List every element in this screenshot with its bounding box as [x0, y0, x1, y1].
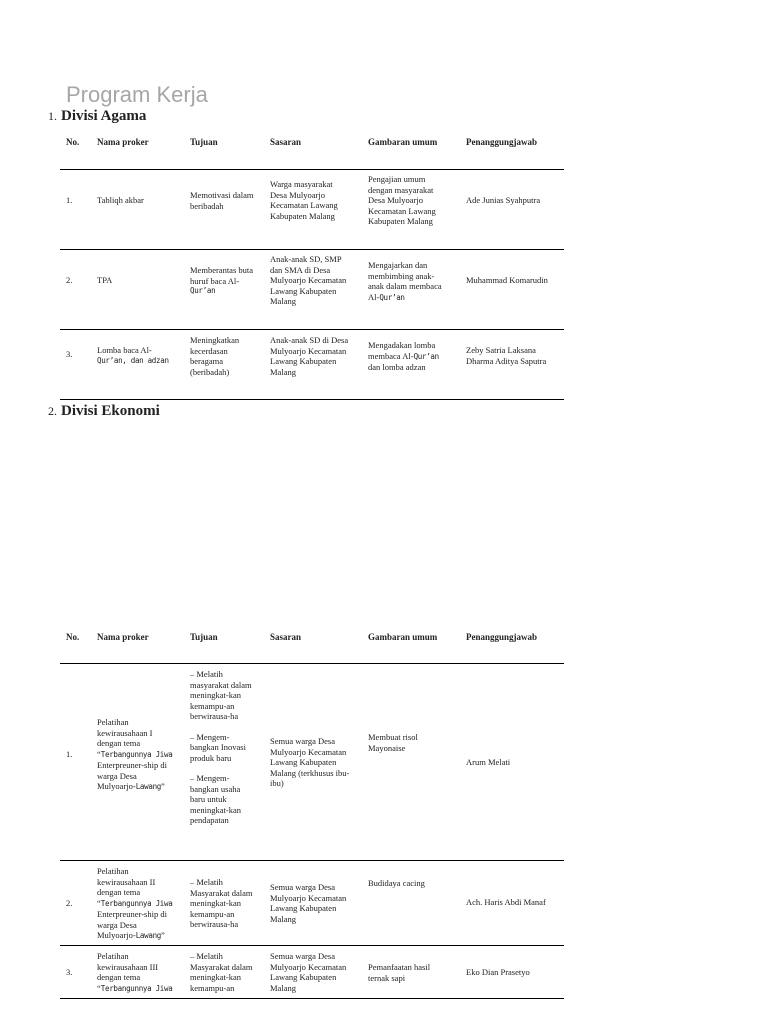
row-number: 2. [66, 898, 73, 908]
text-line [97, 749, 172, 761]
program-overview [368, 260, 442, 303]
program-name [97, 717, 172, 793]
text-line: Kecamatan Lawang [368, 205, 436, 216]
text-line: warga Desa [97, 919, 137, 930]
program-goal [190, 190, 254, 211]
text-line: kemampu-an [190, 982, 235, 993]
header-penanggungjawab: Penanggungjawab [466, 137, 538, 147]
text-line: Mulyoarjo Kecamatan [270, 892, 347, 903]
text-line: Membuat risol [368, 732, 418, 742]
text-line: meningkat-kan [190, 690, 241, 700]
text-line: Semua warga Desa [270, 951, 335, 961]
text-line: meningkat-kan [190, 804, 241, 815]
text-line: Memotivasi dalam [190, 190, 254, 200]
text-line: Mengajarkan dan [368, 260, 428, 270]
text-line: Pengajian umum [368, 174, 426, 184]
section-heading-ekonomi [48, 403, 160, 420]
text-line: meningkat-kan [190, 898, 241, 908]
text-line: Pelatihan [97, 717, 129, 727]
program-target [270, 179, 338, 221]
text-line: kewirausahaan I [97, 727, 153, 738]
text-line: Anak-anak SD di Desa [270, 335, 349, 345]
table-rule [60, 329, 564, 330]
bullet-line: – Melatih [190, 877, 223, 887]
text-line: kewirausahaan II [97, 876, 156, 887]
text-line: Masyarakat dalam [190, 961, 253, 972]
text-line [368, 292, 442, 304]
table-rule [60, 249, 564, 250]
program-target [270, 882, 346, 924]
bullet-line: – Mengem- [190, 731, 230, 742]
text-line: meningkat-kan [190, 972, 241, 982]
table-rule [60, 169, 564, 170]
text-line: Desa Mulyoarjo [368, 195, 424, 205]
row-number: 3. [66, 967, 73, 977]
text-line: Warga masyarakat [270, 179, 333, 189]
bullet-line: – Mengem- [190, 773, 230, 783]
header-no: No. [66, 137, 80, 147]
text-line: Kabupaten Malang [368, 216, 433, 226]
page-title: Program Kerja [66, 82, 208, 107]
text-line: Dharma Aditya Saputra [466, 355, 547, 366]
text-line: kemampu-an [190, 700, 235, 711]
text-line: Kecamatan Lawang [270, 200, 338, 210]
bullet-line: – Melatih [190, 951, 223, 961]
row-number: 3. [66, 349, 73, 359]
text-line: Malang [270, 296, 296, 306]
text-line: Pelatihan [97, 866, 129, 876]
table-rule [60, 663, 564, 664]
text-line: ibu) [270, 778, 284, 788]
text-line: Desa Mulyoarjo [270, 189, 326, 200]
text-line: Lawang Kabupaten [270, 356, 337, 366]
header-penanggungjawab: Penanggungjawab [466, 632, 538, 642]
table-rule [60, 945, 564, 946]
text-line: Kabupaten Malang [270, 210, 335, 221]
program-overview [368, 878, 425, 889]
text-line: Mulyoarjo Kecamatan [270, 746, 347, 757]
table-rule [60, 399, 564, 400]
text-line [97, 898, 172, 910]
person-in-charge: Muhammad Komarudin [466, 275, 548, 285]
text-line: Malang [270, 982, 296, 993]
text-line: Malang (terkhusus ibu- [270, 767, 350, 778]
program-name [97, 345, 169, 366]
text-part: Lawang [135, 782, 162, 791]
header-tujuan: Tujuan [190, 632, 218, 642]
text-line: Budidaya cacing [368, 878, 425, 888]
header-gambaran-umum: Gambaran umum [368, 137, 438, 147]
spacer [190, 763, 252, 773]
text-part: Mulyoarjo- [97, 781, 136, 791]
text-line: dengan masyarakat [368, 184, 434, 195]
text-line: Qur’an, dan adzan [97, 355, 169, 365]
text-line: kecerdasan [190, 345, 228, 356]
text-part: membaca Al- [368, 350, 414, 361]
program-target [270, 335, 348, 377]
text-line [368, 351, 439, 363]
program-name: TPA [97, 275, 113, 285]
section-title: Divisi Agama [61, 108, 147, 124]
text-line: Lomba baca Al- [97, 345, 152, 355]
row-number: 1. [66, 749, 73, 759]
program-goal [190, 265, 253, 297]
header-nama-proker: Nama proker [97, 137, 149, 147]
text-line: dengan tema [97, 887, 141, 897]
text-line: (beribadah) [190, 366, 230, 377]
text-part: Al- [368, 291, 380, 302]
text-line: dan lomba adzan [368, 362, 426, 372]
text-line: pendapatan [190, 815, 229, 825]
header-gambaran-umum: Gambaran umum [368, 632, 438, 642]
text-line: baru untuk [190, 794, 227, 804]
text-line: Mulyoarjo Kecamatan [270, 961, 347, 972]
program-name [97, 951, 172, 994]
text-line: berwirausa-ha [190, 711, 239, 721]
person-in-charge: Eko Dian Prasetyo [466, 967, 530, 977]
header-sasaran: Sasaran [270, 632, 302, 642]
text-line: dengan tema [97, 972, 141, 982]
text-line: Mulyoarjo Kecamatan [270, 275, 347, 285]
text-line: kewirausahaan III [97, 961, 159, 972]
text-line: Anak-anak SD, SMP [270, 254, 342, 264]
section-heading-agama [48, 108, 146, 125]
text-line: Semua warga Desa [270, 736, 335, 746]
text-line: Lawang Kabupaten [270, 903, 337, 913]
text-line: Mulyoarjo Kecamatan [270, 345, 347, 356]
bullet-line: – Melatih [190, 669, 223, 679]
section-number: 2. [48, 404, 57, 418]
header-no: No. [66, 632, 80, 642]
text-line: ternak sapi [368, 972, 406, 983]
program-goal [190, 335, 239, 377]
text-line: beragama [190, 356, 224, 366]
text-part: Lawang [135, 931, 162, 940]
person-in-charge: Arum Melati [466, 757, 511, 767]
header-nama-proker: Nama proker [97, 632, 149, 642]
text-part: Qur’an [379, 292, 405, 302]
text-line: berwirausa-ha [190, 919, 239, 929]
text-part: Terbangunnya Jiwa [100, 749, 173, 759]
text-line: beribadah [190, 200, 224, 211]
text-line: Qur’an [190, 286, 216, 295]
text-part: ” [161, 930, 165, 940]
program-target [270, 951, 346, 993]
text-line: Lawang Kabupaten [270, 285, 337, 296]
text-part: “ [97, 982, 101, 993]
program-goal [190, 669, 252, 826]
text-line: dan SMA di Desa [270, 264, 331, 275]
text-line: Mengadakan lomba [368, 340, 436, 350]
row-number: 1. [66, 195, 73, 205]
text-part: Terbangunnya Jiwa [100, 898, 173, 908]
text-line: kemampu-an [190, 908, 235, 919]
program-name [97, 866, 172, 942]
text-line: Lawang Kabupaten [270, 757, 337, 767]
text-line: membimbing anak- [368, 270, 435, 281]
text-line [97, 930, 172, 942]
text-line: Zeby Satria Laksana [466, 345, 536, 355]
program-overview [368, 340, 439, 373]
text-line: Enterpreuner-ship di [97, 909, 167, 919]
section-number: 1. [48, 109, 57, 123]
section-title: Divisi Ekonomi [61, 403, 160, 419]
text-part: ” [161, 781, 165, 791]
program-goal [190, 951, 253, 993]
text-line: Meningkatkan [190, 335, 240, 345]
text-line: Semua warga Desa [270, 882, 335, 892]
program-name: Tabliqh akbar [97, 195, 144, 205]
text-line: Malang [270, 913, 296, 924]
spacer [190, 722, 252, 732]
text-line: masyarakat dalam [190, 679, 252, 690]
text-line: bangkan Inovasi [190, 742, 246, 752]
text-part: Terbangunnya Jiwa [100, 983, 173, 993]
text-line: anak dalam membaca [368, 281, 442, 291]
text-part: Mulyoarjo- [97, 930, 136, 940]
text-line: Pelatihan [97, 951, 129, 961]
row-number: 2. [66, 275, 73, 285]
text-line: warga Desa [97, 770, 137, 781]
header-tujuan: Tujuan [190, 137, 218, 147]
text-part: “ [97, 897, 101, 908]
text-line: dengan tema [97, 738, 141, 748]
person-in-charge: Ade Junias Syahputra [466, 195, 541, 205]
program-overview [368, 732, 418, 753]
text-line: Mayonaise [368, 742, 406, 753]
text-line: Enterpreuner-ship di [97, 760, 167, 770]
program-target [270, 254, 346, 307]
person-in-charge [466, 345, 546, 366]
header-sasaran: Sasaran [270, 137, 302, 147]
text-line [97, 983, 172, 995]
text-line: bangkan usaha [190, 783, 241, 794]
text-part: “ [97, 748, 101, 759]
text-line: Masyarakat dalam [190, 887, 253, 898]
text-line: Malang [270, 366, 296, 377]
text-line: Pemanfaatan hasil [368, 962, 431, 972]
text-line: Lawang Kabupaten [270, 972, 337, 982]
text-line [97, 781, 172, 793]
person-in-charge: Ach. Haris Abdi Manaf [466, 897, 546, 907]
table-rule [60, 998, 564, 999]
program-overview [368, 174, 436, 227]
table-rule [60, 860, 564, 861]
text-line: produk baru [190, 752, 232, 763]
text-part: Qur’an [413, 351, 439, 361]
text-line: Memberantas buta [190, 265, 254, 275]
program-goal [190, 877, 253, 930]
program-target [270, 736, 349, 789]
text-line: huruf baca Al- [190, 275, 240, 286]
program-overview [368, 962, 430, 983]
